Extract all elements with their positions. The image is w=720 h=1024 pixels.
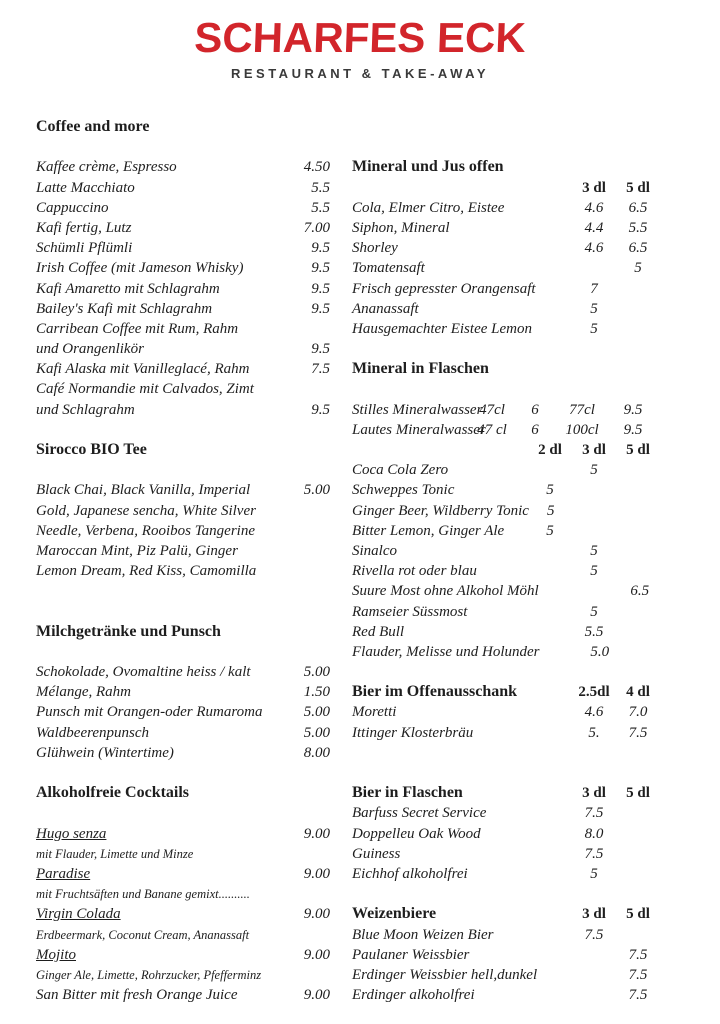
item-name: Kafi fertig, Lutz [36,219,132,236]
menu-item-row [352,642,660,662]
section-title: Weizenbiere [352,905,437,923]
price-cell: 4.6 [584,704,604,721]
price-cell [616,319,660,339]
item-name [352,440,528,460]
spacer [352,662,660,682]
price-cell: 7 [590,280,598,297]
menu-item-row [36,400,330,420]
price-cell [616,501,660,521]
item-name: Mélange, Rahm [36,684,131,701]
price-cell [616,299,660,319]
item-name: Lemon Dream, Red Kiss, Camomilla [36,563,257,580]
menu-item-row [36,279,330,299]
menu-item-row [352,702,660,722]
item-price: 9.5 [311,280,330,297]
item-price: 9.00 [303,946,330,963]
price-cell: 5 [590,603,598,620]
menu-item-row [352,723,660,743]
menu-item-row [36,682,330,702]
menu-item-row [352,521,660,541]
price-cell: 6.5 [628,240,648,257]
item-name: Latte Macchiato [36,179,135,196]
item-name: Blue Moon Weizen Bier [352,926,494,943]
menu-item-row [352,238,660,258]
price-cell [616,602,660,622]
menu-item-row [36,359,330,379]
item-name: Hausgemachter Eistee Lemon [352,320,532,337]
menu-item-row [352,198,660,218]
price-cell [616,622,660,642]
section-header [36,622,330,642]
menu-item-row [352,258,660,278]
item-name: Sinalco [352,542,397,559]
section-title: Mineral und Jus offen [352,158,504,176]
menu-column-left [36,117,330,1005]
item-name: Ramseier Süssmost [352,603,468,620]
item-name [36,864,274,884]
price-cell [616,541,660,561]
price-cell [572,965,616,985]
item-name: Needle, Verbena, Rooibos Tangerine [36,522,256,539]
item-name: Tomatensaft [352,260,425,277]
menu-item-row [36,702,330,722]
item-name: Kafi Amaretto mit Schlagrahm [36,280,220,297]
menu-item-row [352,480,660,500]
spacer [36,581,330,601]
menu-item-row [352,541,660,561]
item-price: 9.5 [311,401,330,418]
item-name: Paulaner Weissbier [352,946,470,963]
menu-item-row [36,218,330,238]
price-cell: 7.5 [628,987,648,1004]
section-header [352,157,660,177]
spacer [36,642,330,662]
size-column-header: 4 dl [626,684,650,701]
item-name: Ittinger Klosterbräu [352,724,474,741]
price-cell [572,521,616,541]
item-name: Schümli Pflümli [36,240,133,257]
price-cell: 5 [546,522,554,539]
menu-item-row [352,561,660,581]
spacer [352,379,660,399]
price-cell [528,561,572,581]
price-cell: 7.5 [628,966,648,983]
price-cell: 6 [531,401,539,418]
price-cell: 4.6 [584,240,604,257]
item-name: Guiness [352,845,401,862]
item-name [36,824,274,844]
price-cell [539,642,579,662]
item-price: 8.00 [303,744,330,761]
price-cell: 47cl [479,401,505,418]
menu-item-row [36,339,330,359]
item-name: Stilles Mineralwasser [352,401,483,418]
size-header-row [352,440,660,460]
item-price: 9.00 [303,825,330,842]
price-cell: 6.5 [628,199,648,216]
item-name: Cola, Elmer Citro, Eistee [352,199,505,216]
item-price: 5.00 [303,664,330,681]
menu-item-row [352,602,660,622]
menu-item-row [352,945,660,965]
section-header [352,783,660,803]
logo-title: SCHARFES ECK [193,14,527,61]
item-price: 5.5 [311,179,330,196]
item-price: 4.50 [303,159,330,176]
price-cell: 5.5 [584,623,604,640]
section-header [352,904,660,924]
item-price: 5.00 [303,482,330,499]
item-name: Glühwein (Wintertime) [36,744,174,761]
menu-item-row [36,501,330,521]
price-cell [616,279,660,299]
item-name: Kaffee crème, Espresso [36,159,177,176]
section-title: Bier in Flaschen [352,784,463,802]
spacer [36,803,330,823]
spacer [36,763,330,783]
price-cell [528,541,572,561]
size-column-header: 5 dl [626,906,650,923]
item-description-text: mit Fruchtsäften und Banane gemixt.......... [36,887,250,902]
menu-item-row [36,561,330,581]
price-cell: 5 [547,502,555,519]
section-title: Sirocco BIO Tee [36,441,147,458]
item-name: Schokolade, Ovomaltine heiss / kalt [36,664,251,681]
item-description-text: Erdbeermark, Coconut Cream, Ananassaft [36,927,250,942]
price-cell: 8.0 [584,825,604,842]
menu-item-row [36,157,330,177]
price-cell: 5 [590,462,598,479]
item-name: Punsch mit Orangen-oder Rumaroma [36,704,263,721]
item-name: Bailey's Kafi mit Schlagrahm [36,300,213,317]
item-name [36,904,274,924]
price-cell [528,460,572,480]
item-name-text: Hugo senza [36,825,107,842]
size-header-row [352,178,660,198]
item-name: Erdinger Weissbier hell,dunkel [352,966,538,983]
price-cell: 5 [590,563,598,580]
menu-item-row [352,985,660,1005]
item-price: 7.5 [311,361,330,378]
menu-item-row [36,379,330,399]
size-column-header: 5 dl [626,785,650,802]
item-price: 9.5 [311,260,330,277]
menu-item-row [352,864,660,884]
item-name: Café Normandie mit Calvados, Zimt [36,381,254,398]
menu-item-row [36,258,330,278]
section-title: Alkoholfreie Cocktails [36,784,190,802]
price-cell: 4.4 [584,219,604,236]
price-cell: 7.5 [628,724,648,741]
item-name: Schweppes Tonic [352,482,455,499]
spacer [36,420,330,440]
item-name: Bitter Lemon, Ginger Ale [352,522,505,539]
menu-item-row [352,218,660,238]
menu-item-row [352,501,660,521]
item-name: Erdinger alkoholfrei [352,987,475,1004]
price-cell: 5 [634,260,642,277]
section-title: Milchgetränke und Punsch [36,622,221,640]
item-name: Shorley [352,240,398,257]
menu-item-row [36,238,330,258]
price-cell: 5 [590,320,598,337]
item-name: Siphon, Mineral [352,219,450,236]
spacer [352,763,660,783]
menu-item-row [36,319,330,339]
menu-column-right [352,117,660,1005]
price-cell: 6 [531,421,539,438]
price-cell [616,460,660,480]
price-cell [620,642,660,662]
item-price [274,319,330,339]
price-cell: 7.5 [584,926,604,943]
menu-item-row [352,844,660,864]
menu-item-row [36,945,330,965]
item-name: Irish Coffee (mit Jameson Whisky) [36,260,244,277]
item-price [274,379,330,399]
menu-item-row [352,824,660,844]
size-column-header: 3 dl [582,785,606,802]
price-cell [528,622,572,642]
item-price [274,521,330,541]
price-cell [616,803,660,823]
item-price: 9.5 [311,300,330,317]
price-cell [572,945,616,965]
price-cell: 7.0 [628,704,648,721]
price-cell [572,258,616,278]
price-cell: 5. [588,724,600,741]
item-price [274,561,330,581]
section-header [352,682,660,702]
item-name: Suure Most ohne Alkohol Möhl [352,583,539,600]
menu-item-row [36,198,330,218]
price-cell: 5.0 [590,643,610,660]
size-column-header: 3 dl [582,179,606,196]
item-price: 9.00 [303,987,330,1004]
menu-item-row [352,279,660,299]
price-cell [616,864,660,884]
menu-item-row [352,622,660,642]
price-cell [616,480,660,500]
item-price: 5.00 [303,704,330,721]
item-name: Waldbeerenpunsch [36,724,150,741]
item-name [352,178,572,198]
item-name: Ginger Beer, Wildberry Tonic [352,502,529,519]
price-cell: 5 [546,482,554,499]
section-header [36,783,330,803]
item-name-text: Virgin Colada [36,906,121,923]
item-name: Gold, Japanese sencha, White Silver [36,502,256,519]
section-title: Bier im Offenausschank [352,683,518,701]
price-cell: 77cl [569,401,595,418]
price-cell: 5.5 [628,219,648,236]
item-name: Kafi Alaska mit Vanilleglacé, Rahm [36,361,250,378]
item-price: 9.5 [311,341,330,358]
section-header [36,440,330,460]
price-cell: 100cl [565,421,599,438]
price-cell [616,561,660,581]
spacer [36,137,330,157]
size-column-header: 3 dl [582,442,606,458]
item-description-text: Ginger Ale, Limette, Rohrzucker, Pfefferminz [36,967,262,982]
item-price [274,541,330,561]
price-cell [528,602,572,622]
price-cell: 7.5 [584,805,604,822]
menu-item-row [36,480,330,500]
price-cell [579,581,619,601]
menu-item-row [36,985,330,1005]
price-cell [616,824,660,844]
price-cell: 7.5 [584,845,604,862]
menu-item-row [352,803,660,823]
item-name: Black Chai, Black Vanilla, Imperial [36,482,251,499]
spacer [352,117,660,137]
price-cell: 9.5 [623,401,643,418]
item-name-text: Mojito [36,946,76,963]
item-description [36,925,330,945]
spacer [352,743,660,763]
spacer [36,460,330,480]
item-price [274,501,330,521]
size-column-header: 5 dl [626,179,650,196]
item-price: 1.50 [303,684,330,701]
item-name: Cappuccino [36,199,109,216]
menu-item-row [36,723,330,743]
item-name [36,945,274,965]
menu-item-row [36,824,330,844]
menu-item-row [36,904,330,924]
price-cell [539,581,579,601]
spacer [352,137,660,157]
price-cell: 6.5 [630,583,650,600]
item-description-text: mit Flauder, Limette und Minze [36,846,194,861]
menu-item-row [36,299,330,319]
item-name: und Schlagrahm [36,401,135,418]
item-name: Barfuss Secret Service [352,805,487,822]
menu-item-row [36,662,330,682]
item-name: Maroccan Mint, Piz Palü, Ginger [36,542,238,559]
item-name: Coca Cola Zero [352,462,449,479]
item-name: San Bitter mit fresh Orange Juice [36,987,238,1004]
item-name: und Orangenlikör [36,341,144,358]
price-cell [616,521,660,541]
item-name: Moretti [352,704,397,721]
item-name: Frisch gepresster Orangensaft [352,280,536,297]
section-header [352,359,660,379]
item-price: 9.00 [303,906,330,923]
menu-item-row [352,400,660,420]
spacer [36,602,330,622]
item-name: Carribean Coffee mit Rum, Rahm [36,320,239,337]
item-name: Eichhof alkoholfrei [352,865,468,882]
size-column-header: 5 dl [626,442,650,458]
section-title: Mineral in Flaschen [352,360,489,378]
item-description [36,884,330,904]
price-cell: 9.5 [623,421,643,438]
menu-item-row [36,178,330,198]
logo-subtitle: RESTAURANT & TAKE-AWAY [230,66,490,81]
size-column-header: 3 dl [582,906,606,923]
spacer [352,884,660,904]
menu-item-row [352,319,660,339]
menu-item-row [352,299,660,319]
item-name: Rivella rot oder blau [352,563,477,580]
price-cell [572,480,616,500]
item-name: Ananassaft [352,300,419,317]
menu-item-row [36,521,330,541]
section-title: Coffee and more [36,118,150,135]
restaurant-logo [0,0,720,83]
menu-item-row [352,965,660,985]
price-cell [616,844,660,864]
price-cell: 7.5 [628,946,648,963]
item-name: Lautes Mineralwasser [352,421,486,438]
item-price: 5.5 [311,199,330,216]
item-name: Red Bull [352,623,405,640]
price-cell: 5 [590,865,598,882]
menu-item-row [36,743,330,763]
price-cell [572,985,616,1005]
item-price: 5.00 [303,724,330,741]
price-cell [616,925,660,945]
item-price: 7.00 [303,219,330,236]
menu-item-row [352,925,660,945]
price-cell: 47 cl [477,421,507,438]
menu-item-row [36,541,330,561]
menu-item-row [36,864,330,884]
item-description [36,844,330,864]
price-cell [573,501,617,521]
item-price: 9.5 [311,240,330,257]
item-name: Doppelleu Oak Wood [352,825,481,842]
item-name: Flauder, Melisse und Holunder [352,643,540,660]
item-name-text: Paradise [36,865,91,882]
menu-body [36,117,660,1005]
menu-item-row [352,460,660,480]
price-cell: 5 [590,300,598,317]
price-cell: 5 [590,542,598,559]
item-price: 9.00 [303,865,330,882]
size-column-header: 2 dl [538,442,562,458]
spacer [352,339,660,359]
section-header [36,117,330,137]
menu-item-row [352,420,660,440]
menu-item-row [352,581,660,601]
size-column-header: 2.5dl [578,684,610,701]
item-description [36,965,330,985]
price-cell: 4.6 [584,199,604,216]
